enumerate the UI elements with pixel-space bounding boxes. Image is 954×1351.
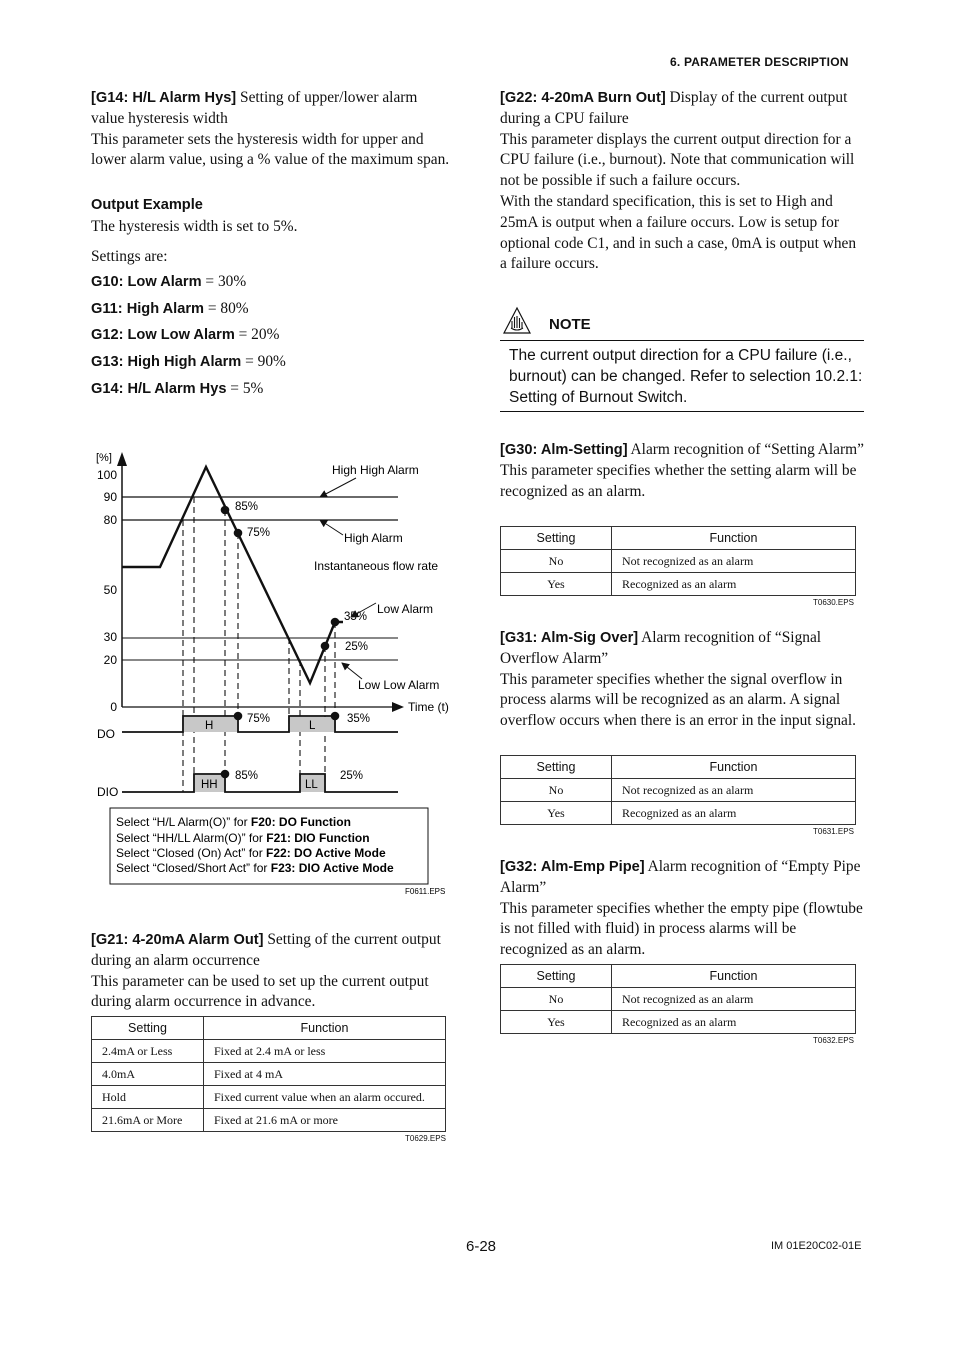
g31-heading: [G31: Alm-Sig Over] <box>500 630 639 646</box>
note-header <box>500 305 864 341</box>
do-label-35: 35% <box>347 713 371 725</box>
table-row: No Not recognized as an alarm <box>501 779 856 802</box>
do-point-35 <box>331 712 340 721</box>
g21-heading: [G21: 4-20mA Alarm Out] <box>91 932 264 948</box>
y-tick-label: 20 <box>103 653 117 667</box>
select-line: Select “Closed/Short Act” for F23: DIO Active Mode <box>116 861 394 875</box>
hysteresis-point-85 <box>221 506 230 515</box>
y-tick-label: 90 <box>103 490 117 504</box>
g30-body: This parameter specifies whether the setting alarm will be recognized as an alarm. <box>500 461 857 500</box>
g21-table <box>91 1016 446 1132</box>
g32-heading: [G32: Alm-Emp Pipe] <box>500 859 645 875</box>
setting-item: G14: H/L Alarm Hys = 5% <box>91 379 264 397</box>
table-row: No Not recognized as an alarm <box>501 988 856 1011</box>
note-text: The current output direction for a CPU failure (i.e., burnout) can be changed. Refer to selection 10.2.1: Setting of Burnout Switch. <box>500 345 864 412</box>
y-tick-label: 30 <box>103 630 117 644</box>
hysteresis-point-75 <box>234 529 243 538</box>
page-number: 6-28 <box>466 1238 497 1255</box>
y-tick-label: 100 <box>96 468 117 482</box>
table-row: Hold Fixed current value when an alarm occured. <box>92 1086 446 1109</box>
flow-rate-curve <box>122 467 343 683</box>
output-example-line2: Settings are: <box>91 247 168 265</box>
table-row: 4.0mA Fixed at 4 mA <box>92 1063 446 1086</box>
g14-heading: [G14: H/L Alarm Hys] <box>91 90 237 106</box>
g31-title-text: Alarm recognition of “Signal Overflow Alarm” <box>500 629 822 667</box>
table-header-row: Setting Function <box>501 965 856 988</box>
do-label-75: 75% <box>247 713 271 725</box>
note-title: NOTE <box>549 316 591 333</box>
g22-body2: With the standard specification, this is set to High and 25mA is output when a failure occurs. Low is setup for optional code C1, and in such a case, 0mA is output when a failure occurs. <box>500 192 857 273</box>
g22-body: This parameter displays the current output direction for a CPU failure (i.e., burnout). Note that communication will not be possible if such a failure occurs. <box>500 130 855 190</box>
setting-item: G12: Low Low Alarm = 20% <box>91 326 280 344</box>
label-85: 85% <box>235 501 259 513</box>
g30-table <box>500 526 856 596</box>
g22-heading: [G22: 4-20mA Burn Out] <box>500 90 666 106</box>
dio-label-85: 85% <box>235 770 259 782</box>
g14-title-text: Setting of upper/lower alarm value hysteresis width <box>91 89 418 127</box>
label-25: 25% <box>345 641 369 653</box>
g30-section <box>500 440 864 502</box>
select-line: Select “Closed (On) Act” for F22: DO Active Mode <box>116 846 386 860</box>
hand-warning-icon <box>502 306 532 336</box>
g30-eps-label: T0630.EPS <box>813 598 854 607</box>
y-tick-label: 50 <box>103 583 117 597</box>
g32-title-text: Alarm recognition of “Empty Pipe Alarm” <box>500 858 861 896</box>
g32-eps-label: T0632.EPS <box>813 1036 854 1045</box>
g14-body: This parameter sets the hysteresis width for upper and lower alarm value, using a % value of the maximum span. <box>91 130 450 169</box>
g31-section <box>500 628 864 732</box>
g21-section <box>91 930 453 1013</box>
g21-body: This parameter can be used to set up the current output during alarm occurrence in advance. <box>91 972 429 1011</box>
flow-rate-label: Instantaneous flow rate <box>314 559 439 573</box>
setting-item: G10: Low Alarm = 30% <box>91 272 247 290</box>
setting-item: G11: High Alarm = 80% <box>91 299 249 317</box>
table-row: No Not recognized as an alarm <box>501 550 856 573</box>
dio-label-25: 25% <box>340 770 364 782</box>
low-low-alarm-label: Low Low Alarm <box>358 678 440 692</box>
g31-table <box>500 755 856 825</box>
g21-eps-label: T0629.EPS <box>405 1134 446 1143</box>
select-line: Select “H/L Alarm(O)” for F20: DO Function <box>116 815 351 829</box>
g22-title-text: Display of the current output during a CPU failure <box>500 89 848 127</box>
x-axis-arrow <box>392 702 404 712</box>
output-example-heading: Output Example <box>91 197 203 214</box>
g32-body: This parameter specifies whether the empty pipe (flowtube is not filled with fluid) in process alarms will be recognized as an alarm. <box>500 899 863 959</box>
hysteresis-point-25 <box>321 642 330 651</box>
select-line: Select “HH/LL Alarm(O)” for F21: DIO Function <box>116 831 370 845</box>
table-row: Yes Recognized as an alarm <box>501 573 856 596</box>
table-header-row: Setting Function <box>92 1017 446 1040</box>
g30-heading: [G30: Alm-Setting] <box>500 442 628 458</box>
table-header-row: Setting Function <box>501 527 856 550</box>
table-row: Yes Recognized as an alarm <box>501 802 856 825</box>
dashed-guides <box>183 497 335 792</box>
do-point-75 <box>234 712 243 721</box>
y-tick-label: 0 <box>110 700 117 714</box>
dio-hh-label: HH <box>201 779 218 791</box>
low-alarm-label: Low Alarm <box>377 602 434 616</box>
y-axis-arrow <box>117 452 127 466</box>
right-column <box>500 88 864 275</box>
y-tick-label: 80 <box>103 513 117 527</box>
table-row: 21.6mA or More Fixed at 21.6 mA or more <box>92 1109 446 1132</box>
dio-point-85 <box>221 770 230 779</box>
g30-title-text: Alarm recognition of “Setting Alarm” <box>627 441 864 458</box>
table-row: Yes Recognized as an alarm <box>501 1011 856 1034</box>
table-header-row: Setting Function <box>501 756 856 779</box>
label-75: 75% <box>247 527 271 539</box>
running-header: 6. PARAMETER DESCRIPTION <box>670 55 849 69</box>
setting-item: G13: High High Alarm = 90% <box>91 353 286 371</box>
y-unit-label: [%] <box>96 452 112 464</box>
g31-eps-label: T0631.EPS <box>813 827 854 836</box>
figure-eps-label: F0611.EPS <box>405 887 446 896</box>
note-box <box>500 305 864 412</box>
do-l-label: L <box>309 720 316 732</box>
output-example-line1: The hysteresis width is set to 5%. <box>91 218 298 236</box>
g32-table <box>500 964 856 1034</box>
dio-label: DIO <box>97 785 119 799</box>
hysteresis-point-35 <box>331 618 340 627</box>
do-h-label: H <box>205 720 214 732</box>
high-high-alarm-label: High High Alarm <box>332 463 419 477</box>
g21-title-text: Setting of the current output during an alarm occurrence <box>91 931 441 969</box>
g32-section <box>500 857 864 961</box>
g31-body: This parameter specifies whether the signal overflow in process alarms will be recognized as an alarm. A signal overflow occurs when there is an error in the input signal. <box>500 670 857 730</box>
document-number: IM 01E20C02-01E <box>771 1240 862 1252</box>
label-35: 35% <box>344 611 368 623</box>
dio-ll-label: LL <box>305 779 318 791</box>
high-alarm-label: High Alarm <box>344 531 403 545</box>
table-row: 2.4mA or Less Fixed at 2.4 mA or less <box>92 1040 446 1063</box>
time-axis-label: Time (t) <box>408 700 449 714</box>
g22-section <box>500 88 864 275</box>
do-label: DO <box>97 727 115 741</box>
